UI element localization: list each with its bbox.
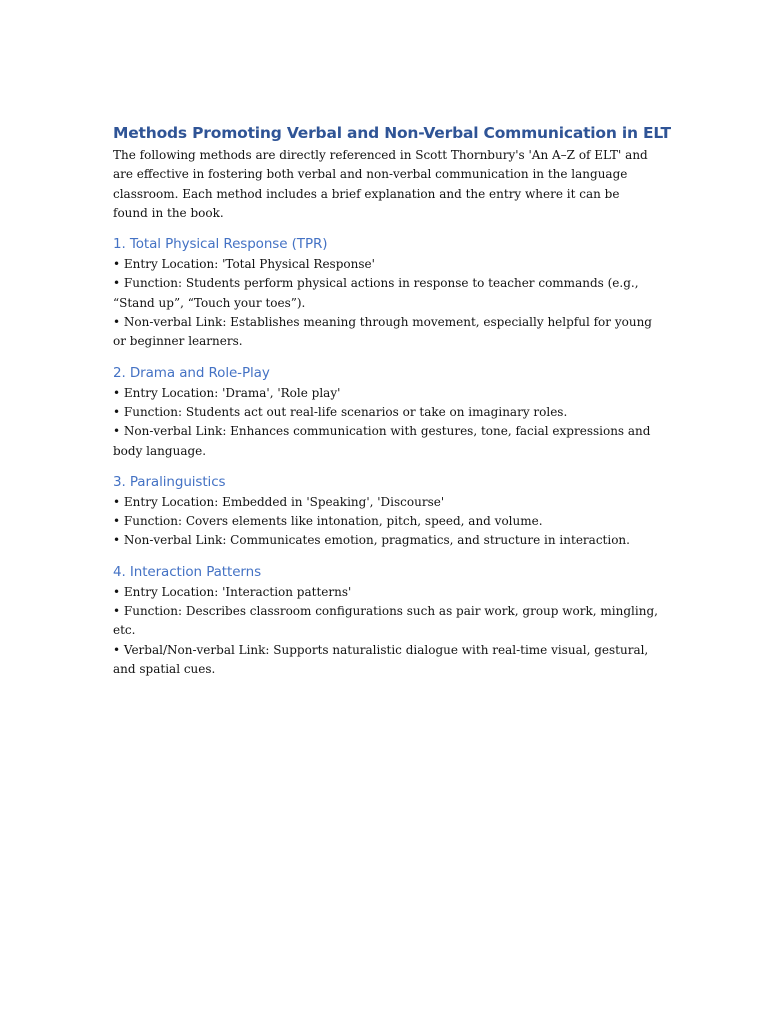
section-paralinguistics xyxy=(113,474,658,551)
bullet-entry-location: • Entry Location: 'Interaction patterns' xyxy=(113,584,352,599)
section-heading: 4. Interaction Patterns xyxy=(113,563,262,580)
bullet-entry-location: • Entry Location: Embedded in 'Speaking', 'Discourse' xyxy=(113,494,445,509)
bullet-link: • Non-verbal Link: Communicates emotion, pragmatics, and structure in interaction. xyxy=(113,533,630,548)
bullet-function: • Function: Students perform physical actions in response to teacher commands (e.g., “Stand up”, “Touch your toes”). xyxy=(113,276,639,310)
section-heading: 2. Drama and Role-Play xyxy=(113,364,270,381)
bullet-entry-location: • Entry Location: 'Total Physical Response' xyxy=(113,257,375,272)
bullet-function: • Function: Students act out real-life scenarios or take on imaginary roles. xyxy=(113,404,568,419)
section-heading: 1. Total Physical Response (TPR) xyxy=(113,236,328,253)
section-tpr xyxy=(113,236,658,351)
bullet-link: • Non-verbal Link: Enhances communication with gestures, tone, facial expressions and body language. xyxy=(113,424,651,458)
document-page xyxy=(113,124,671,679)
bullet-function: • Function: Describes classroom configurations such as pair work, group work, mingling, etc. xyxy=(113,604,658,638)
document-title: Methods Promoting Verbal and Non-Verbal Communication in ELT xyxy=(113,124,671,142)
section-heading: 3. Paralinguistics xyxy=(113,473,226,490)
section-interaction-patterns xyxy=(113,564,658,679)
bullet-link: • Non-verbal Link: Establishes meaning through movement, especially helpful for young or beginner learners. xyxy=(113,315,652,349)
bullet-function: • Function: Covers elements like intonation, pitch, speed, and volume. xyxy=(113,514,543,529)
intro-paragraph: The following methods are directly referenced in Scott Thornbury's 'An A–Z of ELT' and are effective in fostering both verbal and non-verbal communication in the language classroom. Each method includes a brief explanation and the entry where it can be found in the book. xyxy=(113,148,648,220)
bullet-link: • Verbal/Non-verbal Link: Supports naturalistic dialogue with real-time visual, gestural, and spatial cues. xyxy=(113,642,649,676)
bullet-entry-location: • Entry Location: 'Drama', 'Role play' xyxy=(113,385,341,400)
section-drama-role-play xyxy=(113,365,658,461)
